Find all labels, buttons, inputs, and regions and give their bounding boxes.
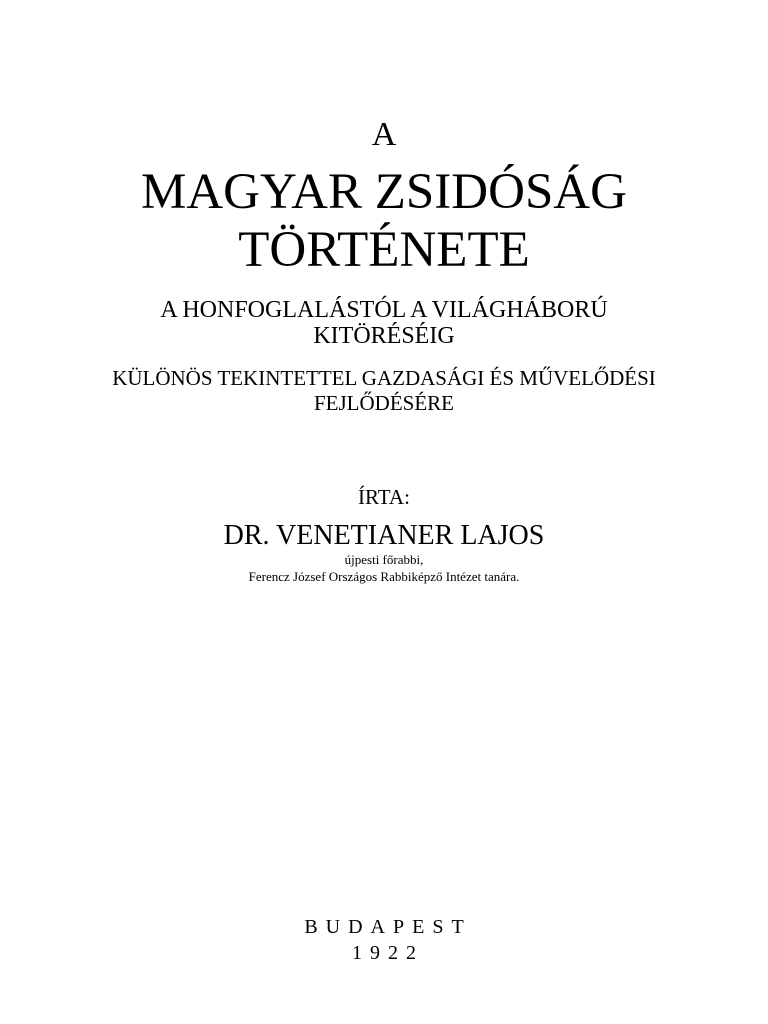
title-article: A	[371, 116, 397, 153]
publication-year: 1922	[352, 942, 424, 964]
author-role-line1: újpesti főrabbi,	[344, 552, 424, 567]
book-title-line1: MAGYAR ZSIDÓSÁG	[141, 164, 627, 220]
publication-place: BUDAPEST	[304, 916, 472, 938]
subtitle-line1: A HONFOGLALÁSTÓL A VILÁGHÁBORÚ	[160, 297, 608, 323]
secondary-subtitle-line1: KÜLÖNÖS TEKINTETTEL GAZDASÁGI ÉS MŰVELŐDÉSI	[112, 366, 656, 390]
written-by-label: ÍRTA:	[358, 485, 410, 509]
secondary-subtitle-line2: FEJLŐDÉSÉRE	[313, 391, 454, 415]
author-name: DR. VENETIANER LAJOS	[223, 520, 545, 551]
book-title-line2: TÖRTÉNETE	[238, 222, 530, 278]
subtitle-line2: KITÖRÉSÉIG	[313, 323, 455, 349]
author-role-line2: Ferencz József Országos Rabbiképző Intézet tanára.	[248, 569, 520, 584]
